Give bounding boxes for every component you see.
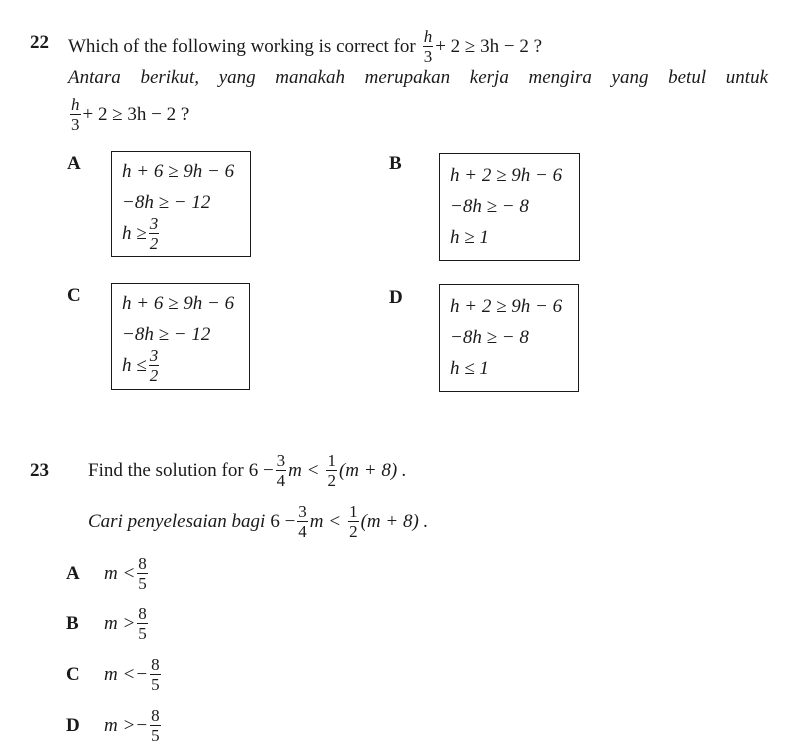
question-23-ms-fraction-1-num: 3: [298, 502, 307, 521]
q22-option-a-box[interactable]: [111, 151, 251, 257]
q23-option-c-prefix: m <−: [104, 663, 149, 685]
question-22-ms-fraction-num: h: [71, 95, 80, 114]
q22-option-a-line1: h + 6 ≥ 9h − 6: [122, 160, 235, 182]
question-22-text-en-prefix: Which of the following working is correct for: [68, 35, 416, 57]
question-23-ms-fraction-2: [348, 503, 359, 540]
q22-option-b-line1: h + 2 ≥ 9h − 6: [450, 164, 563, 186]
question-23-ms-fraction-1-den: 4: [298, 522, 307, 541]
q22-option-c-box[interactable]: [111, 283, 250, 390]
question-22-expression-rest: + 2 ≥ 3h − 2 ?: [435, 35, 543, 57]
q22-option-c-line3: [122, 346, 239, 385]
q22-option-d-box[interactable]: [439, 284, 579, 392]
question-23-fraction-2-num: 1: [327, 451, 336, 470]
q22-option-b-label[interactable]: B: [389, 153, 402, 174]
q23-option-a-num: 8: [138, 554, 147, 573]
q22-option-d-line1: h + 2 ≥ 9h − 6: [450, 295, 563, 317]
question-22-ms-fraction-den: 3: [71, 115, 80, 134]
question-23-fraction-1-num: 3: [276, 451, 286, 470]
question-23-expr-a: 6 −: [248, 459, 274, 481]
q22-option-a-fraction-den: 2: [149, 234, 159, 253]
question-22-number: 22: [30, 32, 49, 53]
q23-option-b[interactable]: [66, 605, 150, 642]
question-22-fraction: [423, 28, 434, 65]
question-23-number: 23: [30, 460, 49, 481]
question-23-ms-fraction-2-den: 2: [349, 522, 358, 541]
q23-option-d-label: D: [66, 714, 80, 736]
q22-option-a-line2: −8h ≥ − 12: [122, 191, 211, 213]
question-22-ms-expression-rest: + 2 ≥ 3h − 2 ?: [82, 103, 190, 125]
q23-option-b-den: 5: [138, 624, 147, 643]
q22-option-d-label[interactable]: D: [389, 287, 403, 308]
q23-option-c-fraction: [150, 656, 161, 693]
q23-option-c-den: 5: [151, 675, 160, 694]
question-23-ms-expr-c: (m + 8) .: [360, 510, 429, 532]
q22-option-b-line2: −8h ≥ − 8: [450, 195, 529, 217]
q23-option-a[interactable]: [66, 555, 150, 592]
q22-option-a-fraction-num: 3: [149, 214, 159, 233]
question-23-text-en: [88, 452, 407, 489]
q23-option-b-prefix: m >: [104, 612, 136, 634]
q22-option-c-fraction-num: 3: [149, 346, 159, 365]
q22-option-c-line2: −8h ≥ − 12: [122, 323, 211, 345]
question-22-ms-fraction: [70, 96, 81, 133]
question-23-expr-b: m <: [288, 459, 320, 481]
q22-option-a-fraction: [149, 215, 160, 252]
q22-option-a-label[interactable]: A: [67, 153, 81, 174]
q22-option-a-line3-prefix: h ≥: [122, 222, 147, 244]
q23-option-c-num: 8: [151, 655, 160, 674]
q22-option-d-line3: h ≤ 1: [450, 357, 489, 379]
q22-option-b-box[interactable]: [439, 153, 580, 261]
question-23-expr-c: (m + 8) .: [338, 459, 407, 481]
question-22-fraction-num: h: [423, 27, 433, 46]
q23-option-b-num: 8: [138, 604, 147, 623]
question-23-fraction-2: [326, 452, 337, 489]
q22-option-c-fraction-den: 2: [149, 366, 159, 385]
q23-option-d-prefix: m >−: [104, 714, 149, 736]
question-23-fraction-1: [276, 452, 287, 489]
q22-option-c-fraction: [149, 347, 160, 384]
q23-option-a-prefix: m <: [104, 562, 136, 584]
question-23-fraction-1-den: 4: [276, 471, 286, 490]
question-22-text-en: [68, 28, 542, 65]
q23-option-a-fraction: [137, 555, 148, 592]
q22-option-c-line3-prefix: h ≤: [122, 354, 147, 376]
question-23-text-en-prefix: Find the solution for: [88, 459, 244, 481]
question-23-ms-expr-a: 6 −: [270, 510, 296, 532]
q22-option-c-line1: h + 6 ≥ 9h − 6: [122, 292, 235, 314]
q23-option-d[interactable]: [66, 707, 163, 744]
question-23-ms-fraction-1: [297, 503, 308, 540]
q22-option-d-line2: −8h ≥ − 8: [450, 326, 529, 348]
q23-option-d-num: 8: [151, 706, 160, 725]
q23-option-d-den: 5: [151, 726, 160, 745]
q23-option-a-label: A: [66, 562, 80, 584]
q23-option-d-fraction: [150, 707, 161, 744]
question-22-text-ms-expression: [68, 96, 189, 133]
question-22-fraction-den: 3: [423, 47, 433, 66]
q23-option-a-den: 5: [138, 574, 147, 593]
q22-option-a-line3: [122, 214, 240, 253]
question-23-ms-expr-b: m <: [309, 510, 342, 532]
q22-option-c-label[interactable]: C: [67, 285, 81, 306]
q23-option-b-fraction: [137, 605, 148, 642]
question-23-ms-fraction-2-num: 1: [349, 502, 358, 521]
q23-option-b-label: B: [66, 612, 79, 634]
question-22-text-ms: Antara berikut, yang manakah merupakan kerja mengira yang betul untuk: [68, 67, 768, 88]
q22-option-b-line3: h ≥ 1: [450, 226, 489, 248]
question-23-text-ms-prefix: Cari penyelesaian bagi: [88, 510, 266, 532]
question-23-text-ms: [88, 503, 428, 540]
q23-option-c[interactable]: [66, 656, 163, 693]
question-23-fraction-2-den: 2: [327, 471, 336, 490]
q23-option-c-label: C: [66, 663, 80, 685]
